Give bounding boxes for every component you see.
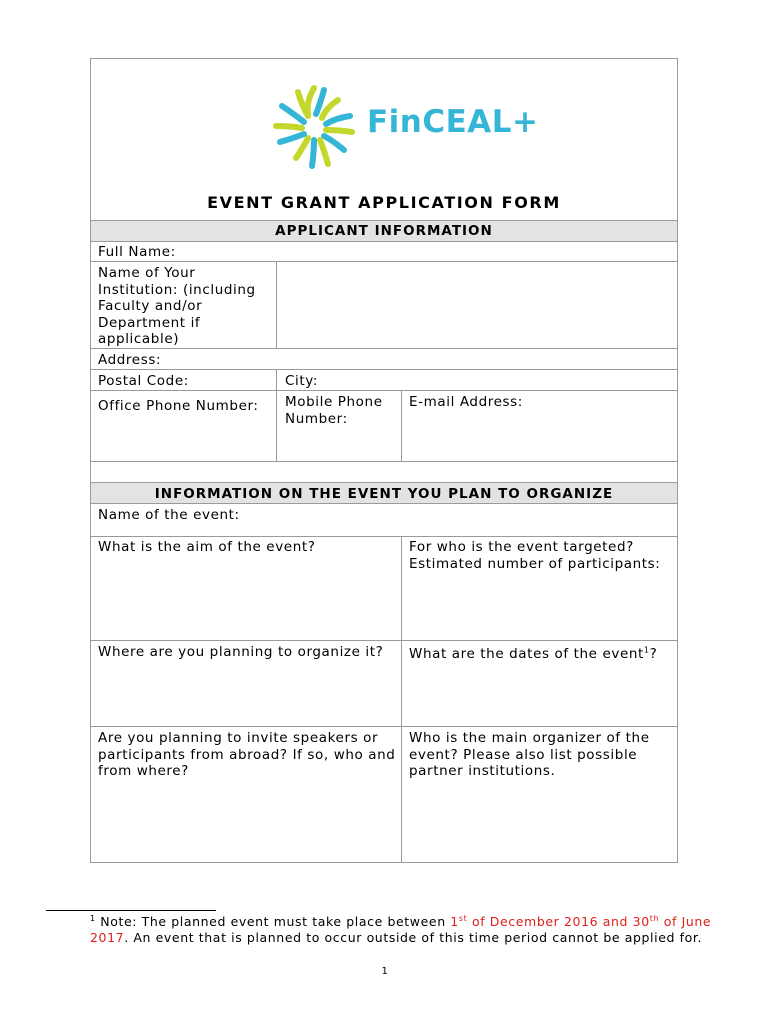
- event-location-field[interactable]: [91, 662, 401, 726]
- footnote-note: Note: The planned event must take place between: [95, 914, 451, 929]
- speakers-label: Are you planning to invite speakers or participants from abroad? If so, who and from where?: [98, 730, 396, 779]
- organizer-field[interactable]: [402, 782, 678, 862]
- event-name-field[interactable]: [250, 504, 678, 536]
- mobile-phone-field[interactable]: [277, 428, 401, 461]
- office-phone-label: Office Phone Number:: [98, 398, 259, 414]
- event-dates-label: [409, 646, 677, 663]
- institution-label: Name of Your Institution: (including Faculty and/or Department if applicable): [98, 265, 256, 347]
- email-field[interactable]: [402, 412, 678, 461]
- event-aim-label: What is the aim of the event?: [98, 539, 316, 555]
- footnote-date-mid: of December 2016 and 30: [467, 914, 650, 929]
- city-field[interactable]: [322, 370, 678, 390]
- email-label: E-mail Address:: [409, 394, 523, 410]
- footnote-date-start-sup: st: [458, 913, 468, 923]
- postal-code-label: Postal Code:: [98, 373, 189, 389]
- footnote-ref[interactable]: 1: [643, 645, 650, 655]
- mobile-phone-label: Mobile Phone Number:: [285, 394, 383, 427]
- event-information-header: INFORMATION ON THE EVENT YOU PLAN TO ORGANIZE: [154, 486, 614, 502]
- postal-code-field[interactable]: [195, 370, 275, 390]
- form-title: EVENT GRANT APPLICATION FORM: [207, 193, 561, 212]
- footnote-date-end-sup: th: [649, 913, 660, 923]
- footnote-rest: . An event that is planned to occur outside of this time period cannot be applied for.: [124, 930, 703, 945]
- speakers-field[interactable]: [91, 782, 401, 862]
- page-number: 1: [381, 966, 389, 977]
- event-aim-field[interactable]: [91, 557, 401, 640]
- event-dates-field[interactable]: [402, 664, 678, 726]
- full-name-label: Full Name:: [98, 244, 176, 260]
- event-target-field[interactable]: [402, 575, 678, 640]
- event-dates-end: ?: [649, 646, 658, 662]
- footnote-separator: [46, 910, 216, 911]
- city-label: City:: [285, 373, 319, 389]
- event-location-label: Where are you planning to organize it?: [98, 644, 384, 660]
- footnote: [90, 914, 730, 946]
- address-field[interactable]: [165, 349, 678, 369]
- logo-text: FinCEAL+: [367, 104, 539, 140]
- institution-field[interactable]: [277, 262, 678, 348]
- address-label: Address:: [98, 352, 162, 368]
- full-name-field[interactable]: [276, 241, 678, 261]
- footnote-date-start: 1: [450, 914, 459, 929]
- event-dates-text: What are the dates of the event: [409, 646, 644, 662]
- footnote-date-end: of June 2017: [90, 914, 712, 945]
- organizer-label: Who is the main organizer of the event? Please also list possible partner institutions.: [409, 730, 650, 779]
- applicant-information-header: APPLICANT INFORMATION: [275, 223, 493, 239]
- event-target-label: For who is the event targeted? Estimated number of participants:: [409, 539, 661, 572]
- footnote-marker: 1: [90, 913, 96, 923]
- event-name-label: Name of the event:: [98, 507, 240, 523]
- office-phone-field[interactable]: [91, 416, 276, 461]
